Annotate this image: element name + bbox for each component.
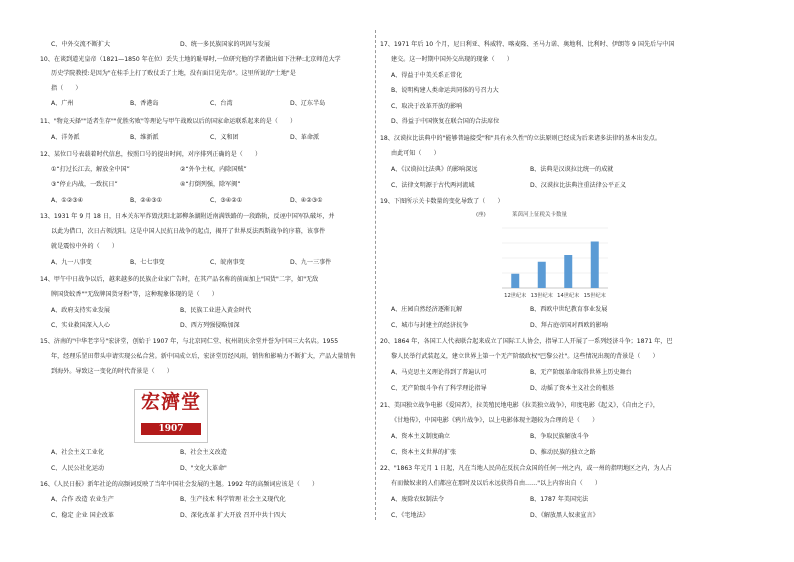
question-text: 17、1971 年后 10 个月，尼日利亚、科威特、喀麦隆、圣马力诺、奥地利、比利时、伊朗等 9 国先后与中国 xyxy=(380,41,675,48)
option: D、推动民族的独立之路 xyxy=(530,449,596,456)
hongjitang-logo xyxy=(134,389,208,443)
option: D、统一多民族国家的巩固与发展 xyxy=(180,41,271,48)
option: A、得益于中美关系正常化 xyxy=(391,72,463,79)
x-tick-label: 15世纪末 xyxy=(583,293,606,299)
question-text: 以此为借口，次日占领沈阳。这是中国人民抗日战争的起点，揭开了世界反法西斯战争的序幕，该事件 xyxy=(51,228,326,235)
question-text: 有而做奴隶的人们都应在那时及以后永远获得自由……"以上内容出自（ ） xyxy=(391,480,601,487)
option: D、九一三事件 xyxy=(290,259,332,266)
option: B、法典是汉谟拉比统一的成就 xyxy=(530,166,614,173)
chart-canvas xyxy=(476,210,616,315)
question-text: 18、汉谟拉比法典中的"能够普遍接受"和"具有永久性"的立法原则已经成为后来诸多法律的基本出发点。 xyxy=(380,135,661,142)
option: B、生产技术 科学管理 社会主义现代化 xyxy=(180,496,286,503)
option: D、④②③① xyxy=(290,197,323,204)
bar xyxy=(538,262,546,288)
option: C、城市与封建主的经济抗争 xyxy=(391,322,469,329)
option: A、马克思主义理论得到了普遍认可 xyxy=(391,369,487,376)
question-text: 11、"物竞天择""适者生存""优胜劣败"等理论与甲午战败以后的国家命运联系起来的是（ ） xyxy=(40,118,297,125)
toll-station-chart xyxy=(476,210,616,315)
option: A、①②③④ xyxy=(51,197,84,204)
option: C、皖南事变 xyxy=(210,259,245,266)
option: C、③④②① xyxy=(210,197,243,204)
question-text: 22、"1863 年元月 1 日起，凡在当地人民尚在反抗合众国的任何一州之内，或一州的指明地区之内，为人占 xyxy=(380,465,672,472)
option: C、法律文明源于古代两河流域 xyxy=(391,182,475,189)
option: C、中外交流不断扩大 xyxy=(51,41,111,48)
option: B、香港岛 xyxy=(130,100,159,107)
option: A、废除农奴制法令 xyxy=(391,496,444,503)
x-tick-label: 12世纪末 xyxy=(504,293,527,299)
option: D、西方列强侵略加深 xyxy=(180,322,240,329)
option: D、辽东半岛 xyxy=(290,100,326,107)
question-text: 13、1931 年 9 月 18 日，日本关东军炸毁沈阳北部柳条湖附近南满铁路的一段路轨，反诬中国军队破坏，并 xyxy=(40,213,335,220)
option: C、人民公社化运动 xyxy=(51,465,105,472)
option: C、资本主义世界的扩张 xyxy=(391,449,457,456)
list-item: ②“外争主权，内除国贼” xyxy=(180,166,247,173)
option: A、政府支持实业发展 xyxy=(51,307,111,314)
question-text: 建交。这一时期中国外交出现的现象（ ） xyxy=(391,56,513,63)
question-text: 就是震惊中外的（ ） xyxy=(51,243,119,250)
option: C、稳定 企业 国企改革 xyxy=(51,512,114,519)
column-divider xyxy=(375,30,376,520)
option: B、说明构建人类命运共同体的号召力大 xyxy=(391,87,499,94)
option: C、实业救国深入人心 xyxy=(51,322,111,329)
question-text: 由此可知（ ） xyxy=(391,150,440,157)
option: B、②④③① xyxy=(130,197,163,204)
option: C、取决于改革开放的影响 xyxy=(391,103,463,110)
list-item: ③“停止内战，一致抗日” xyxy=(51,181,118,188)
option: B、无产阶级革命取得世界上历史舞台 xyxy=(530,369,632,376)
bar xyxy=(591,242,599,289)
option: B、1787 年美国宪法 xyxy=(530,496,589,503)
option: C、台湾 xyxy=(210,100,233,107)
question-text: 20、1864 年，各国工人代表联合起来成立了国际工人协会，指导工人开展了一系列经济斗争；1871 年，巴 xyxy=(380,338,673,345)
option: A、九一八事变 xyxy=(51,259,92,266)
option: A、庄园自然经济逐渐瓦解 xyxy=(391,306,463,313)
option: C、无产阶级斗争有了科学理论指导 xyxy=(391,385,487,392)
option: A、洋务派 xyxy=(51,134,80,141)
x-tick-label: 14世纪末 xyxy=(557,293,580,299)
question-text: 年，经理乐罡田带头申请实现公私合营。新中国成立后，宏济堂历经风雨，销售和影响力不断扩大，产品大量销售 xyxy=(51,353,356,360)
question-text: 21、美国独立战争电影《爱国者》，拉美殖民地电影《拉美独立战争》，印度电影《起义》，《自由之子》， xyxy=(380,402,659,409)
option: B、民族工业进入黄金时代 xyxy=(180,307,252,314)
option: D、革命派 xyxy=(290,134,320,141)
question-text: 指（ ） xyxy=(51,85,82,92)
question-text: 12、某位口号表载着时代信息，按照口号的提出时间，对序排列正确的是（ ） xyxy=(40,151,262,158)
option: D、《解放黑人奴隶宣言》 xyxy=(530,512,599,519)
logo-name: 宏濟堂 xyxy=(140,391,201,413)
question-text: 到海外。导致这一变化的时代背景是（ ） xyxy=(51,368,173,375)
option: B、七七事变 xyxy=(130,259,165,266)
question-text: 历史学院教授:是因为"在桂手上打了败仗丢了土地，没有面目见先帝"。这里所说的"土地"是 xyxy=(51,70,296,77)
logo-year: 1907 xyxy=(141,423,201,435)
bar xyxy=(511,274,519,288)
list-item: ①“打过长江去，解放全中国” xyxy=(51,166,130,173)
option: A、社会主义工业化 xyxy=(51,449,104,456)
option: D、动摇了资本主义社会的根基 xyxy=(530,385,614,392)
option: A、《汉谟拉比法典》的影响深远 xyxy=(391,166,478,173)
option: A、合作 改造 农业生产 xyxy=(51,496,114,503)
bar xyxy=(564,255,572,288)
option: D、汉谟拉比法典注重法律公平正义 xyxy=(530,182,627,189)
option: C、义和团 xyxy=(210,134,239,141)
chart-ylabel: (座) xyxy=(476,212,486,218)
option: A、广州 xyxy=(51,100,74,107)
question-text: 15、济南的"中华老字号"宏济堂，创始于 1907 年，与北京同仁堂、杭州胡庆余堂并誉为中国三大名店。1955 xyxy=(40,338,339,345)
option: B、维新派 xyxy=(130,134,159,141)
question-text: 牌国货蚊香""无敌牌国货牙粉"等，这种现象体现的是（ ） xyxy=(51,291,218,298)
question-text: 10、在谈到道光皇帝（1821—1850 年在位）丢失土地的耻辱时,一位研究他的学者做出如下注释:北京师范大学 xyxy=(40,56,341,63)
option: C、《宅地法》 xyxy=(391,512,429,519)
option: B、争取民族解放斗争 xyxy=(530,433,590,440)
question-text: 黎人民举行武装起义，建立世界上第一个无产阶级政权"巴黎公社"。这些情况出现的背景是（ ） xyxy=(391,353,659,360)
question-text: 14、甲午中日战争以后，越来越多的民族企业家广告时，在其产品名称的前面加上"国货"二字，如"无敌 xyxy=(40,276,319,283)
option: B、社会主义改造 xyxy=(180,449,227,456)
option: D、深化改革 扩大开放 召开中共十四大 xyxy=(180,512,287,519)
question-text: 16、《人民日报》新年社论的高频词反映了当年中国社会发展的主题。1992 年的高频词应该是（ ） xyxy=(40,481,319,488)
list-item: ④“打倒列强，除军阀” xyxy=(180,181,241,188)
question-text: 19、下图所示关卡数量的变化导致了（ ） xyxy=(380,198,504,205)
option: D、拜占庭帝国对西欧的影响 xyxy=(530,322,608,329)
option: B、西欧中世纪教育事业发展 xyxy=(530,306,608,313)
chart-title: 莱茵河上征税关卡数量 xyxy=(512,212,568,218)
option: D、得益于中国恢复在联合国的合法席位 xyxy=(391,118,500,125)
option: A、资本主义制度确立 xyxy=(391,433,451,440)
option: D、"文化大革命" xyxy=(180,465,227,472)
question-text: 《甘地传》，中国电影《鸦片战争》，以上电影体现主题较为合理的是（ ） xyxy=(391,417,599,424)
x-tick-label: 13世纪末 xyxy=(530,293,553,299)
